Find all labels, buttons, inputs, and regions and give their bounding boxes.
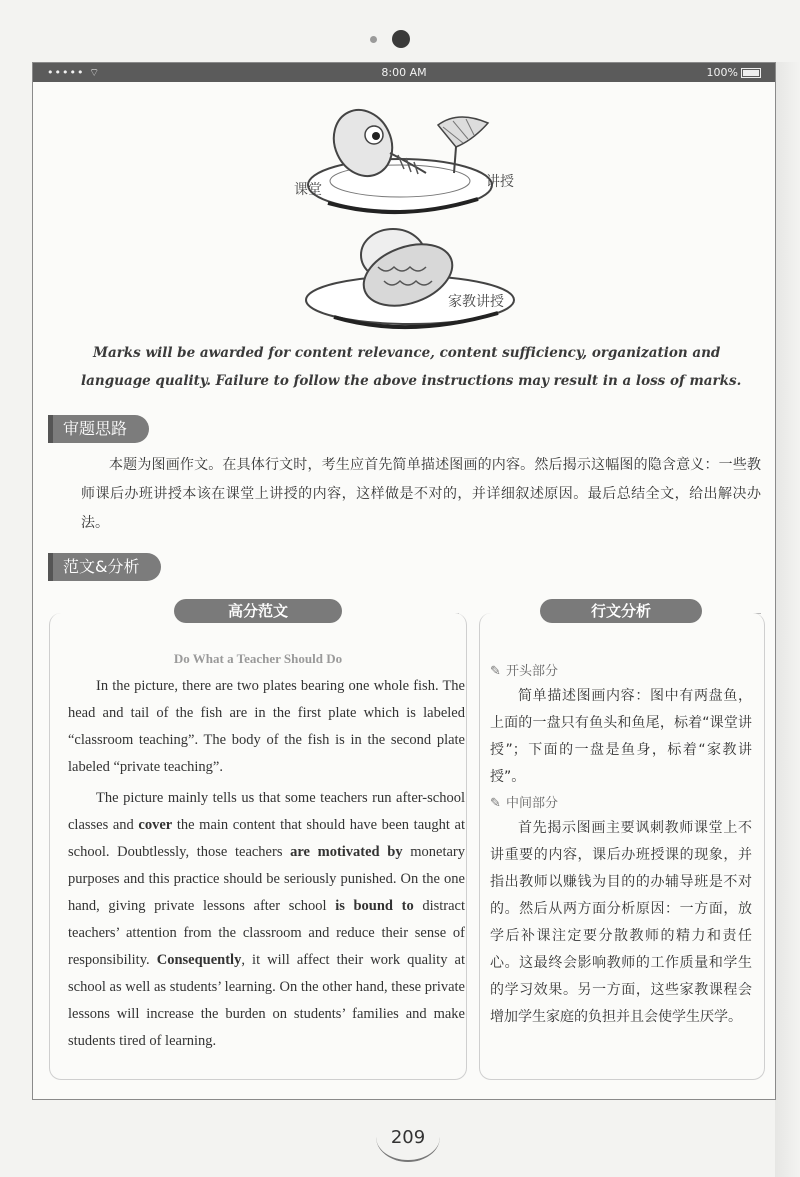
label-teach: 讲授	[486, 174, 514, 190]
status-time: 8:00 AM	[381, 66, 427, 79]
subhead-opening: ✎ 开头部分	[490, 661, 752, 683]
wifi-icon: ⌔	[88, 66, 101, 79]
pen-icon: ✎	[490, 664, 501, 679]
fish-plates-drawing	[288, 95, 548, 335]
sensor-dot	[370, 36, 377, 43]
essay-panel	[49, 602, 467, 1080]
label-private-teaching: 家教讲授	[448, 294, 504, 310]
instructions-text: Marks will be awarded for content relevance, content sufficiency, organization and language quality. Failure to follow the above instructions may result in a loss of marks.	[81, 345, 742, 389]
battery-status: 100%	[707, 66, 761, 79]
section-title-sample: 范文&分析	[48, 553, 161, 581]
analysis-body	[490, 661, 752, 1031]
essay-panel-title: 高分范文	[174, 599, 342, 623]
essay-body	[68, 673, 465, 1055]
analysis-paragraph: 本题为图画作文。在具体行文时，考生应首先简单描述图画的内容。然后揭示这幅图的隐含意义：一些教师课后办班讲授本该在课堂上讲授的内容，这样做是不对的，并详细叙述原因。最后总结全文，给出解决办法。	[81, 457, 761, 531]
essay-paragraph-2: The picture mainly tells us that some teachers run after-school classes and cover the main content that should have been taught at school. Doubtlessly, those teachers are motivated by monetary purposes and this practice should be seriously punished. On the one hand, giving private lessons after school is bound to distract teachers’ attention from the classroom and reduce their sense of responsibility. Consequently, it will affect their work quality at school as well as students’ learning. On the other hand, these private lessons will increase the burden on students’ families and make students tired of learning.	[68, 790, 466, 1049]
device-screen	[32, 62, 776, 1100]
essay-title: Do What a Teacher Should Do	[173, 651, 343, 666]
analysis-opening-text: 简单描述图画内容：图中有两盘鱼，上面的一盘只有鱼头和鱼尾，标着“课堂讲授”；下面的一盘是鱼身，标着“家教讲授”。	[490, 688, 752, 785]
essay-paragraph-1: In the picture, there are two plates bearing one whole fish. The head and tail of the fish are in the first plate which is labeled “classroom teaching”. The body of the fish is in the second plate labeled “private teaching”.	[68, 678, 465, 775]
signal-indicator: ••••• ⌔	[47, 66, 101, 79]
camera-dot	[392, 30, 410, 48]
section-title-analysis: 审题思路	[48, 415, 149, 443]
analysis-middle-text: 首先揭示图画主要讽刺教师课堂上不讲重要的内容，课后办班授课的现象，并指出教师以赚钱为目的的办辅导班是不对的。然后从两方面分析原因：一方面，放学后补课注定要分散教师的精力和责任心。这最终会影响教师的工作质量和学生的学习效果。另一方面，这些家教课程会增加学生家庭的负担并且会使学生厌学。	[490, 820, 752, 1025]
label-classroom: 课堂	[294, 182, 322, 198]
page-edge-shadow	[775, 62, 800, 1177]
analysis-panel	[479, 602, 765, 1080]
fish-plates-illustration	[288, 95, 548, 335]
page-number: 209	[390, 1127, 426, 1148]
subhead-middle: ✎ 中间部分	[490, 793, 752, 815]
battery-icon	[741, 68, 761, 78]
analysis-panel-title: 行文分析	[540, 599, 702, 623]
status-bar	[33, 63, 775, 82]
pen-icon: ✎	[490, 796, 501, 811]
